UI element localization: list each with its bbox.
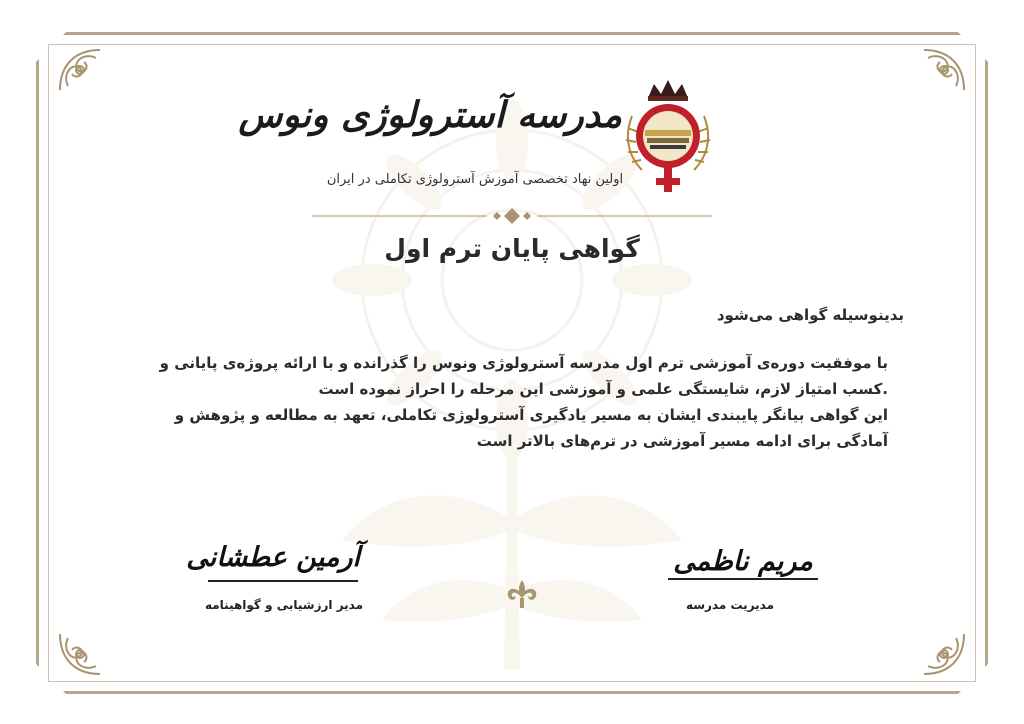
- body-line: این گواهی بیانگر پایبندی ایشان به مسیر یادگیری آسترولوژی تکاملی، تعهد به مطالعه و پژوهش و: [174, 406, 888, 424]
- signature-line-right: [668, 578, 818, 580]
- signature-left: آرمین عطشانی: [186, 542, 360, 573]
- fleur-ornament-icon: [502, 576, 542, 610]
- floral-corner-icon: [50, 40, 110, 100]
- floral-corner-icon: [50, 624, 110, 684]
- signer-title-right: مدیریت مدرسه: [685, 598, 775, 612]
- certificate-title: گواهی پایان ترم اول: [384, 234, 640, 263]
- signature-line-left: [208, 580, 358, 582]
- floral-corner-icon: [914, 40, 974, 100]
- body-line: .کسب امتیاز لازم، شایستگی علمی و آموزشی این مرحله را احراز نموده است: [318, 380, 888, 398]
- body-line: با موفقیت دوره‌ی آموزشی ترم اول مدرسه آسترولوژی ونوس را گذرانده و با ارائه پروژه‌ی پایانی و: [159, 354, 888, 372]
- school-name: مدرسه آسترولوژی ونوس: [238, 94, 622, 136]
- signature-right: مریم ناظمی: [673, 546, 813, 577]
- body-line: آمادگی برای ادامه مسیر آموزشی در ترم‌های بالاتر است: [476, 432, 888, 450]
- floral-corner-icon: [914, 624, 974, 684]
- title-divider-icon: [312, 205, 712, 227]
- signer-title-left: مدیر ارزشیابی و گواهینامه: [204, 598, 364, 612]
- school-tagline: اولین نهاد تخصصی آموزش آسترولوژی تکاملی در ایران: [326, 172, 624, 187]
- certificate-body: [158, 350, 888, 454]
- certificate-intro: بدینوسیله گواهی می‌شود: [716, 306, 904, 324]
